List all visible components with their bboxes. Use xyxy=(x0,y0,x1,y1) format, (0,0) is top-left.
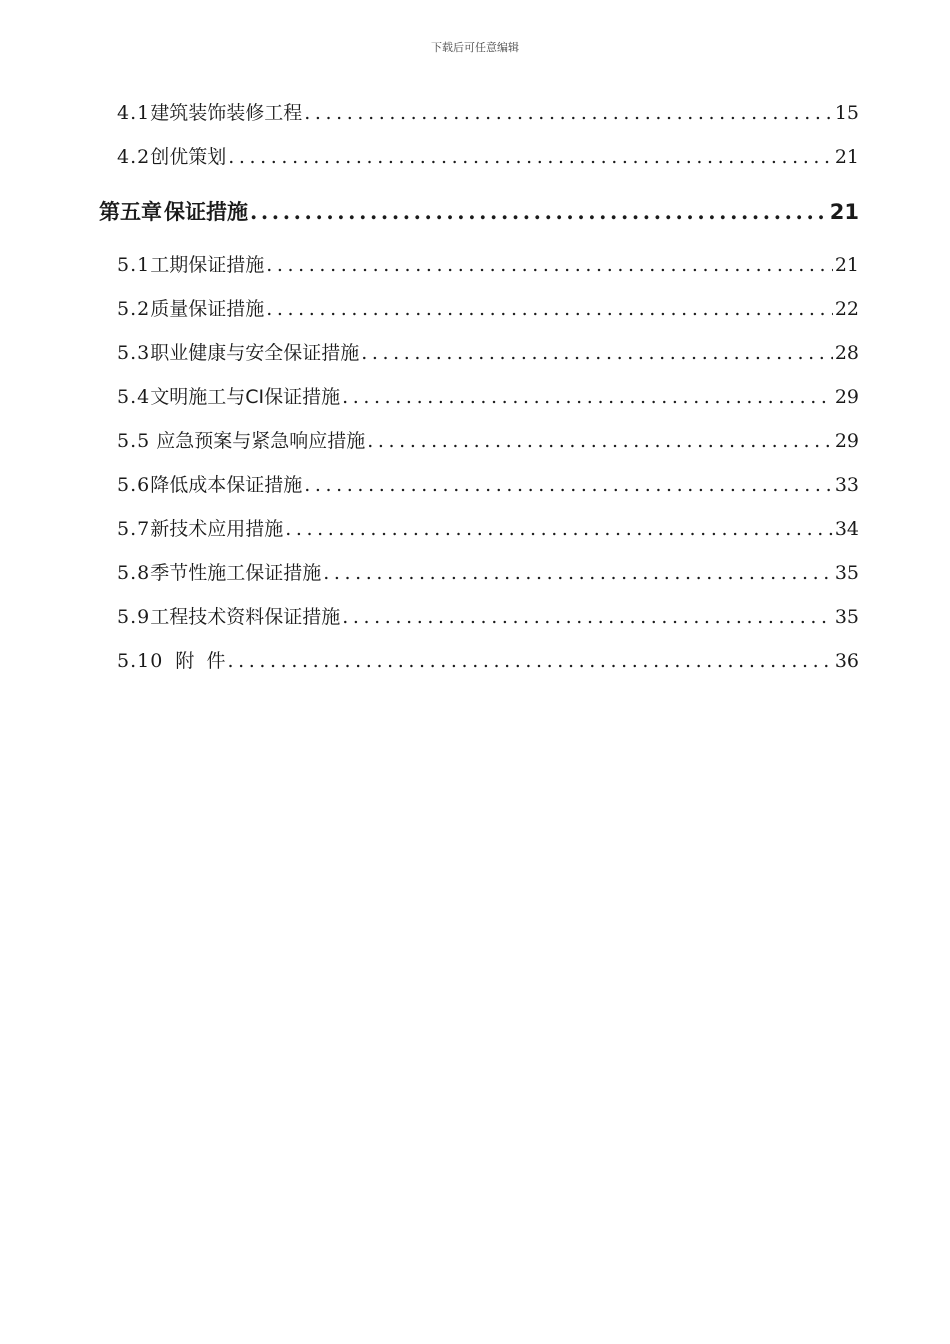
toc-entry-title: 降低成本保证措施 xyxy=(150,474,303,496)
toc-entry-title: 职业健康与安全保证措施 xyxy=(150,342,360,364)
toc-entry-page: 22 xyxy=(834,298,859,320)
toc-entry-5-7[interactable] xyxy=(117,514,859,541)
toc-entry-number: 5.4 xyxy=(117,386,151,408)
toc-entry-5-10[interactable] xyxy=(117,646,859,673)
page-header: 下载后可任意编辑 xyxy=(431,41,519,54)
toc-entry-number: 5.1 xyxy=(117,254,151,276)
toc-dot-leader xyxy=(266,298,833,320)
toc-dot-leader xyxy=(285,518,833,540)
toc-entry-5-6[interactable] xyxy=(117,470,859,497)
toc-dot-leader xyxy=(304,102,833,124)
toc-entry-5-4[interactable] xyxy=(117,382,859,409)
toc-entry-page: 35 xyxy=(834,606,859,628)
toc-entry-5-9[interactable] xyxy=(117,602,859,629)
toc-entry-title: 应急预案与紧急响应措施 xyxy=(150,430,366,452)
toc-entry-page: 15 xyxy=(834,102,859,124)
toc-entry-title: 附 件 xyxy=(163,650,226,672)
toc-dot-leader xyxy=(367,430,833,452)
toc-entry-number: 5.2 xyxy=(117,298,151,320)
toc-entry-page: 34 xyxy=(834,518,859,540)
toc-entry-page: 29 xyxy=(834,430,859,452)
toc-dot-leader xyxy=(361,342,833,364)
toc-dot-leader xyxy=(342,386,833,408)
toc-entry-number: 4.2 xyxy=(117,146,151,168)
toc-dot-leader xyxy=(228,146,833,168)
toc-entry-number: 5.8 xyxy=(117,562,151,584)
toc-entry-5-1[interactable] xyxy=(117,250,859,277)
toc-dot-leader xyxy=(323,562,833,584)
toc-entry-title: 建筑装饰装修工程 xyxy=(150,102,303,124)
toc-entry-title: 新技术应用措施 xyxy=(150,518,284,540)
toc-entry-5-2[interactable] xyxy=(117,294,859,321)
toc-entry-page: 33 xyxy=(834,474,859,496)
toc-dot-leader xyxy=(250,199,828,224)
toc-entry-title: 工期保证措施 xyxy=(150,254,265,276)
toc-chapter-number: 第五章 xyxy=(99,200,162,224)
toc-entry-title: 文明施工与CI保证措施 xyxy=(150,386,341,408)
toc-entry-title: 季节性施工保证措施 xyxy=(150,562,322,584)
toc-entry-5-8[interactable] xyxy=(117,558,859,585)
toc-dot-leader xyxy=(342,606,833,628)
toc-entry-page: 21 xyxy=(834,254,859,276)
toc-chapter-title: 保证措施 xyxy=(163,200,248,224)
toc-entry-page: 29 xyxy=(834,386,859,408)
toc-dot-leader xyxy=(266,254,833,276)
toc-entry-number: 5.5 xyxy=(117,430,151,452)
toc-entry-4-2[interactable] xyxy=(117,142,859,169)
toc-entry-number: 5.3 xyxy=(117,342,151,364)
toc-entry-number: 5.9 xyxy=(117,606,151,628)
toc-entry-title: 工程技术资料保证措施 xyxy=(150,606,341,628)
toc-entry-5-5[interactable] xyxy=(117,426,859,453)
toc-dot-leader xyxy=(304,474,833,496)
toc-entry-title: 创优策划 xyxy=(150,146,227,168)
toc-entry-number: 5.7 xyxy=(117,518,151,540)
toc-entry-number: 5.6 xyxy=(117,474,151,496)
toc-entry-number: 4.1 xyxy=(117,102,151,124)
toc-entry-page: 35 xyxy=(834,562,859,584)
toc-entry-4-1[interactable] xyxy=(117,98,859,125)
toc-entry-page: 28 xyxy=(834,342,859,364)
toc-entry-page: 21 xyxy=(834,146,859,168)
toc-entry-number: 5.10 xyxy=(117,650,164,672)
toc-chapter-page: 21 xyxy=(829,200,859,224)
toc-entry-5-3[interactable] xyxy=(117,338,859,365)
toc-entry-title: 质量保证措施 xyxy=(150,298,265,320)
toc-dot-leader xyxy=(227,650,832,672)
toc-entry-page: 36 xyxy=(834,650,859,672)
toc-chapter-5[interactable] xyxy=(99,196,859,226)
